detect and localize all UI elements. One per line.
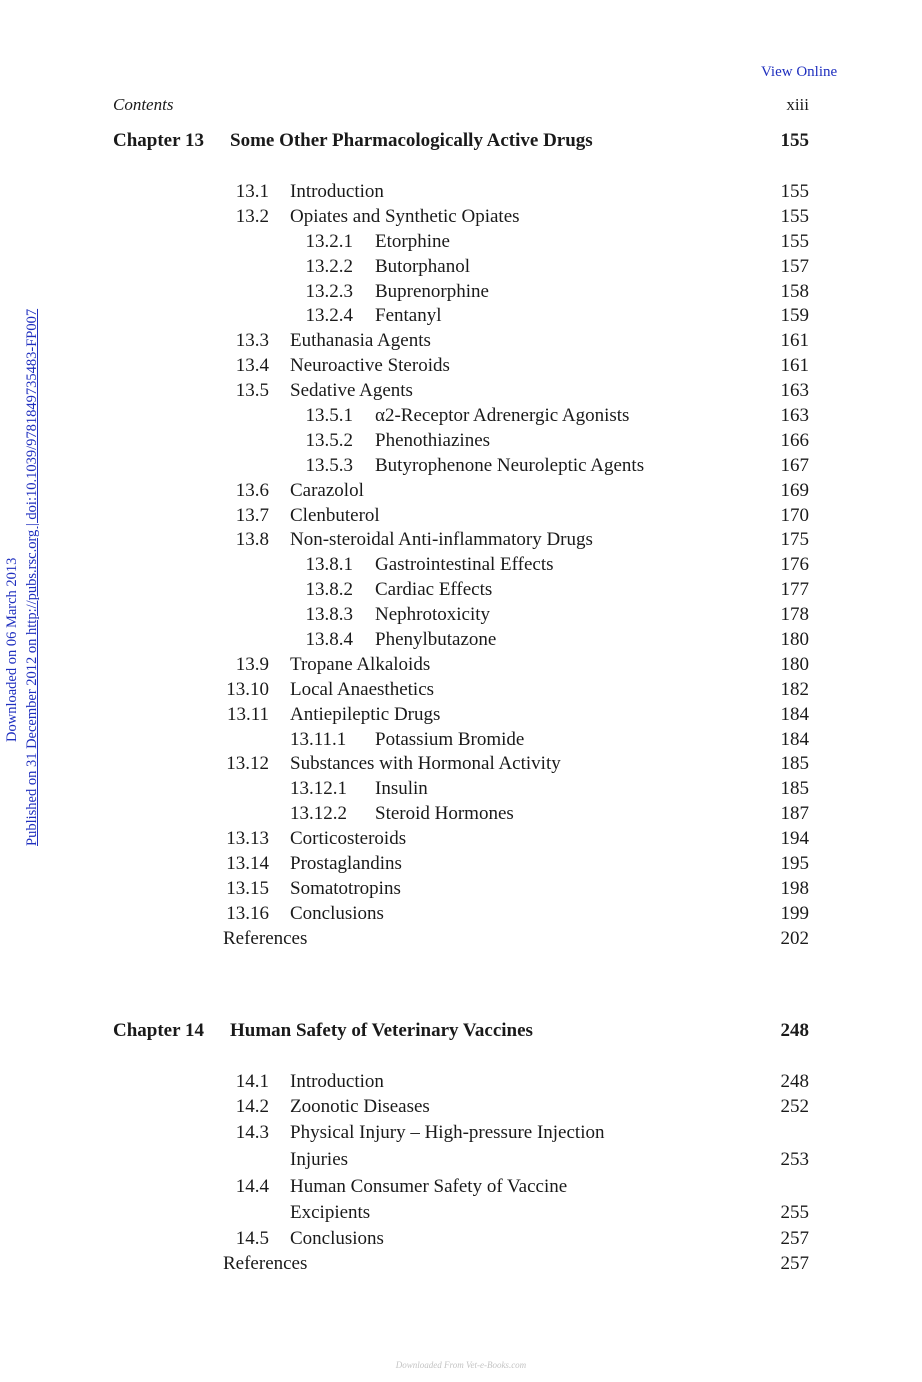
toc-entry-title: Phenothiazines — [375, 429, 491, 451]
toc-entry-page: 163 — [780, 405, 809, 427]
toc-entry-number: 13.6 — [235, 479, 269, 501]
toc-entry-number: 14.3 — [235, 1121, 269, 1143]
toc-entry-title: Corticosteroids — [290, 828, 407, 850]
toc-entry — [113, 429, 809, 454]
toc-entry — [113, 255, 809, 280]
toc-entry-title: Neuroactive Steroids — [290, 355, 450, 377]
toc-entry-title: Butyrophenone Neuroleptic Agents — [375, 454, 645, 476]
toc-entry-page: 187 — [780, 803, 809, 825]
toc-entry — [113, 504, 809, 529]
running-head-page: xiii — [786, 95, 809, 114]
toc-entry-title: Opiates and Synthetic Opiates — [290, 205, 520, 227]
toc-entry — [113, 1070, 809, 1095]
toc-entry-page: 253 — [780, 1148, 809, 1170]
toc-entry-number: 13.8.4 — [305, 629, 353, 651]
toc-entry-page: 178 — [780, 604, 809, 626]
toc-entry — [113, 852, 809, 877]
chapter-page: 248 — [780, 1020, 809, 1041]
toc-entry-title: Phenylbutazone — [375, 629, 497, 651]
toc-entry-page: 184 — [780, 728, 809, 750]
toc-entry-title: α2-Receptor Adrenergic Agonists — [375, 405, 630, 427]
toc-entry-title: Butorphanol — [375, 255, 470, 277]
footer-watermark: Downloaded From Vet-e-Books.com — [395, 1360, 527, 1370]
toc-references-row — [113, 927, 809, 952]
toc-entry — [113, 180, 809, 205]
toc-entry-number: 13.2.3 — [305, 280, 353, 302]
toc-entry-title: Insulin — [375, 778, 428, 800]
chapter-14-toc — [113, 1070, 809, 1277]
toc-entry-number: 13.2.1 — [305, 230, 353, 252]
toc-entry-continuation — [113, 1200, 809, 1227]
toc-entry-number: 13.2.2 — [305, 255, 353, 277]
toc-entry-title: Somatotropins — [290, 877, 401, 899]
toc-entry-number: 13.2.4 — [305, 305, 353, 327]
chapter-13-heading — [113, 130, 809, 152]
toc-entry-page: 159 — [780, 305, 809, 327]
toc-entry-number: 13.13 — [226, 828, 269, 850]
toc-entry-title: Clenbuterol — [290, 504, 380, 526]
toc-entry-page: 199 — [780, 902, 809, 924]
toc-entry — [113, 1120, 809, 1147]
toc-entry-title: Prostaglandins — [290, 853, 402, 875]
toc-entry-page: 257 — [780, 1228, 809, 1250]
toc-entry-number: 13.5.3 — [305, 454, 353, 476]
toc-entry-title: Potassium Bromide — [375, 728, 525, 750]
toc-entry-number: 13.9 — [235, 653, 269, 675]
toc-entry-page: 169 — [780, 479, 809, 501]
toc-entry — [113, 777, 809, 802]
toc-entry-title: Cardiac Effects — [375, 579, 493, 601]
chapter-page: 155 — [780, 130, 809, 151]
toc-entry-page: 185 — [780, 753, 809, 775]
toc-entry-title: Gastrointestinal Effects — [375, 554, 554, 576]
toc-entry — [113, 628, 809, 653]
toc-entry-number: 13.8 — [235, 529, 269, 551]
toc-entry-page: 184 — [780, 703, 809, 725]
toc-entry — [113, 603, 809, 628]
toc-entry — [113, 802, 809, 827]
toc-entry-title: References — [223, 1253, 308, 1275]
toc-entry-page: 158 — [780, 280, 809, 302]
toc-entry — [113, 280, 809, 305]
toc-entry-title: Tropane Alkaloids — [290, 653, 431, 675]
toc-entry-page: 155 — [780, 205, 809, 227]
toc-entry — [113, 304, 809, 329]
toc-entry-page: 167 — [780, 454, 809, 476]
toc-entry-number: 13.3 — [235, 330, 269, 352]
toc-entry-title: Carazolol — [290, 479, 364, 501]
download-date-note: Downloaded on 06 March 2013 — [4, 557, 20, 742]
running-head — [113, 95, 809, 115]
toc-entry-number: 13.15 — [226, 877, 269, 899]
chapter-title: Some Other Pharmacologically Active Drugs — [230, 130, 593, 151]
toc-entry-page: 248 — [780, 1071, 809, 1092]
toc-entry-page: 163 — [780, 380, 809, 402]
chapter-13-toc — [113, 180, 809, 952]
toc-entry-page: 252 — [780, 1095, 809, 1117]
toc-entry-title: Introduction — [290, 1071, 384, 1092]
toc-entry — [113, 902, 809, 927]
toc-entry-title: Fentanyl — [375, 305, 442, 327]
toc-entry-page: 157 — [780, 255, 809, 277]
toc-entry-number: 13.8.2 — [305, 579, 353, 601]
toc-entry-title: Antiepileptic Drugs — [290, 703, 441, 725]
toc-entry-number: 14.2 — [235, 1095, 269, 1117]
toc-entry-page: 255 — [780, 1202, 809, 1224]
toc-entry-page: 198 — [780, 877, 809, 899]
toc-entry — [113, 1174, 809, 1201]
toc-entry-number: 13.11 — [226, 703, 269, 725]
toc-entry — [113, 728, 809, 753]
toc-entry-page: 195 — [780, 853, 809, 875]
toc-entry-title: Nephrotoxicity — [375, 604, 491, 626]
toc-references-row — [113, 1252, 809, 1277]
toc-entry-title: References — [223, 927, 308, 949]
toc-entry-page: 182 — [780, 678, 809, 700]
toc-entry-page: 202 — [780, 927, 809, 949]
toc-entry-number: 13.12.1 — [290, 778, 347, 800]
toc-entry — [113, 230, 809, 255]
toc-entry-title: Human Consumer Safety of Vaccine — [290, 1175, 568, 1197]
toc-entry-number: 13.1 — [235, 181, 269, 202]
toc-entry-number: 14.5 — [235, 1228, 269, 1250]
toc-entry-title: Local Anaesthetics — [290, 678, 435, 700]
toc-entry-page: 155 — [780, 181, 809, 202]
toc-entry-number: 14.1 — [235, 1071, 269, 1092]
toc-entry — [113, 404, 809, 429]
toc-entry — [113, 454, 809, 479]
toc-entry-number: 13.16 — [226, 902, 269, 924]
toc-entry — [113, 553, 809, 578]
toc-entry-page: 155 — [780, 230, 809, 252]
toc-entry-page: 170 — [780, 504, 809, 526]
toc-entry-number: 13.14 — [226, 853, 269, 875]
toc-entry — [113, 678, 809, 703]
toc-entry-number: 13.12.2 — [290, 803, 347, 825]
toc-entry-number: 13.12 — [226, 753, 269, 775]
toc-entry-title: Introduction — [290, 181, 384, 202]
toc-entry-page: 180 — [780, 653, 809, 675]
toc-entry-page: 176 — [780, 554, 809, 576]
toc-entry-number: 14.4 — [235, 1175, 269, 1197]
toc-entry — [113, 827, 809, 852]
toc-entry-title: Etorphine — [375, 230, 450, 252]
toc-entry-number: 13.7 — [235, 504, 269, 526]
toc-entry-page: 166 — [780, 429, 809, 451]
toc-entry-number: 13.5.1 — [305, 405, 353, 427]
toc-entry — [113, 329, 809, 354]
toc-entry — [113, 578, 809, 603]
toc-entry-title: Conclusions — [290, 1228, 384, 1250]
toc-entry-number: 13.2 — [235, 205, 269, 227]
toc-entry-title: Physical Injury – High-pressure Injection — [290, 1121, 605, 1143]
toc-entry-number: 13.10 — [226, 678, 269, 700]
chapter-title: Human Safety of Veterinary Vaccines — [230, 1020, 533, 1041]
toc-entry-title: Substances with Hormonal Activity — [290, 753, 561, 775]
toc-entry-number: 13.8.1 — [305, 554, 353, 576]
toc-entry-page: 257 — [780, 1253, 809, 1275]
toc-entry-title: Zoonotic Diseases — [290, 1095, 430, 1117]
toc-entry-title: Non-steroidal Anti-inflammatory Drugs — [290, 529, 593, 551]
toc-entry-page: 161 — [780, 330, 809, 352]
toc-entry — [113, 653, 809, 678]
running-head-title: Contents — [113, 95, 174, 114]
toc-entry — [113, 1227, 809, 1252]
toc-entry — [113, 1095, 809, 1120]
toc-entry — [113, 877, 809, 902]
toc-entry-number: 13.5 — [235, 380, 269, 402]
chapter-label: Chapter 14 — [113, 1020, 204, 1041]
toc-entry — [113, 752, 809, 777]
publication-doi-link[interactable]: Published on 31 December 2012 on http://pubs.rsc.org | doi:10.1039/9781849735483-FP007 — [24, 308, 40, 846]
view-online-link[interactable]: View Online — [761, 64, 838, 80]
toc-entry-page: 175 — [780, 529, 809, 551]
toc-entry-number: 13.5.2 — [305, 429, 353, 451]
toc-entry — [113, 354, 809, 379]
toc-entry-title-continued: Injuries — [290, 1148, 349, 1170]
toc-entry-page: 194 — [780, 828, 809, 850]
toc-entry-page: 185 — [780, 778, 809, 800]
toc-entry-title: Conclusions — [290, 902, 384, 924]
toc-entry-page: 180 — [780, 629, 809, 651]
toc-entry-number: 13.11.1 — [290, 728, 347, 750]
toc-entry-title: Buprenorphine — [375, 280, 489, 302]
toc-entry-page: 161 — [780, 355, 809, 377]
toc-entry-title: Steroid Hormones — [375, 803, 514, 825]
toc-entry-continuation — [113, 1147, 809, 1174]
toc-entry-title-continued: Excipients — [290, 1202, 371, 1224]
toc-entry-title: Euthanasia Agents — [290, 330, 431, 352]
chapter-label: Chapter 13 — [113, 130, 204, 151]
toc-entry-title: Sedative Agents — [290, 380, 413, 402]
toc-entry — [113, 479, 809, 504]
toc-entry-number: 13.8.3 — [305, 604, 353, 626]
toc-entry — [113, 703, 809, 728]
toc-entry — [113, 205, 809, 230]
toc-entry-number: 13.4 — [235, 355, 269, 377]
toc-entry-page: 177 — [780, 579, 809, 601]
chapter-14-heading — [113, 1020, 809, 1042]
toc-entry — [113, 379, 809, 404]
toc-entry — [113, 528, 809, 553]
